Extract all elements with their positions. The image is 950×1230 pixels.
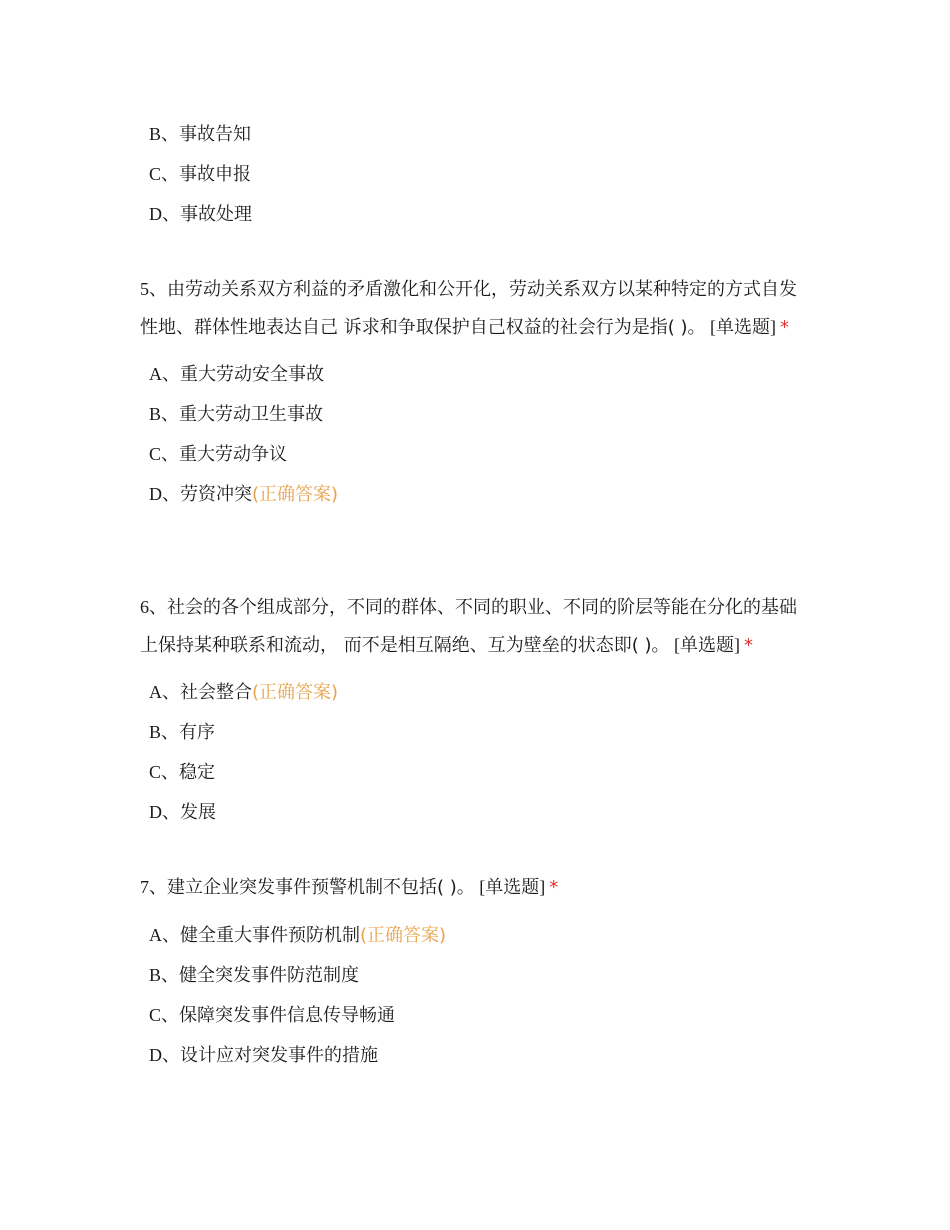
- correct-answer-label: (正确答案): [252, 484, 339, 505]
- option-5-a[interactable]: [140, 354, 808, 394]
- option-5-b[interactable]: [140, 394, 808, 434]
- question-text: 由劳动关系双方利益的矛盾激化和公开化，劳动关系双方以某种特定的方式自发性地、群体性地表达自己 诉求和争取保护自己权益的社会行为是指( )。: [140, 279, 797, 338]
- option-6-a[interactable]: [140, 672, 808, 712]
- option-6-b[interactable]: [140, 712, 808, 752]
- option-6-d[interactable]: [140, 792, 808, 832]
- option-letter: B、: [149, 964, 180, 985]
- question-6: [140, 589, 808, 832]
- option-6-c[interactable]: [140, 752, 808, 792]
- question-title: [140, 869, 808, 907]
- question-title: [140, 589, 808, 664]
- option-text: 健全重大事件预防机制: [180, 924, 360, 946]
- option-letter: C、: [149, 164, 180, 184]
- option-7-c[interactable]: [140, 995, 808, 1035]
- correct-answer-label: (正确答案): [360, 924, 447, 946]
- option-5-c[interactable]: [140, 434, 808, 474]
- option-letter: A、: [149, 682, 180, 702]
- option-7-d[interactable]: [140, 1035, 808, 1075]
- option-letter: D、: [149, 204, 180, 224]
- option-text: 设计应对突发事件的措施: [180, 1044, 378, 1066]
- required-asterisk: *: [744, 634, 753, 656]
- option-text: 劳资冲突: [180, 484, 252, 505]
- question-type: [单选题]: [705, 316, 776, 337]
- option-letter: B、: [149, 124, 180, 144]
- correct-answer-label: (正确答案): [252, 682, 339, 703]
- option-letter: B、: [149, 404, 180, 424]
- question-type: [单选题]: [669, 634, 740, 655]
- option-text: 重大劳动争议: [179, 444, 288, 465]
- option-letter: C、: [149, 444, 180, 464]
- option-text: 事故告知: [179, 124, 252, 145]
- option-4-d[interactable]: [140, 194, 808, 234]
- option-letter: A、: [149, 924, 180, 945]
- question-type: [单选题]: [474, 877, 546, 897]
- option-letter: A、: [149, 364, 180, 384]
- option-7-b[interactable]: [140, 955, 808, 995]
- question-7: [140, 869, 808, 1075]
- option-7-a[interactable]: [140, 915, 808, 955]
- option-4-b[interactable]: [140, 114, 808, 154]
- option-text: 社会整合: [180, 682, 252, 703]
- question-title: [140, 271, 808, 346]
- option-text: 事故处理: [180, 204, 252, 225]
- question-4-partial: [140, 114, 808, 234]
- question-text: 建立企业突发事件预警机制不包括( )。: [167, 877, 475, 898]
- option-text: 稳定: [179, 762, 216, 783]
- option-4-c[interactable]: [140, 154, 808, 194]
- option-letter: C、: [149, 762, 180, 782]
- option-text: 事故申报: [179, 164, 252, 185]
- required-asterisk: *: [780, 316, 789, 338]
- option-letter: B、: [149, 722, 180, 742]
- option-text: 重大劳动安全事故: [180, 364, 324, 385]
- option-text: 保障突发事件信息传导畅通: [179, 1004, 396, 1026]
- option-text: 健全突发事件防范制度: [179, 964, 360, 986]
- option-text: 发展: [180, 802, 216, 823]
- option-text: 有序: [179, 722, 216, 743]
- option-letter: C、: [149, 1004, 180, 1025]
- option-letter: D、: [149, 1044, 180, 1065]
- option-letter: D、: [149, 802, 180, 822]
- question-number: 6、: [140, 597, 167, 617]
- question-number: 7、: [140, 877, 167, 897]
- option-5-d[interactable]: [140, 474, 808, 514]
- option-letter: D、: [149, 484, 180, 504]
- question-number: 5、: [140, 279, 167, 299]
- required-asterisk: *: [549, 877, 559, 898]
- question-text: 社会的各个组成部分，不同的群体、不同的职业、不同的阶层等能在分化的基础上保持某种联系和流动， 而不是相互隔绝、互为壁垒的状态即( )。: [140, 597, 797, 656]
- option-text: 重大劳动卫生事故: [179, 404, 324, 425]
- question-5: [140, 271, 808, 514]
